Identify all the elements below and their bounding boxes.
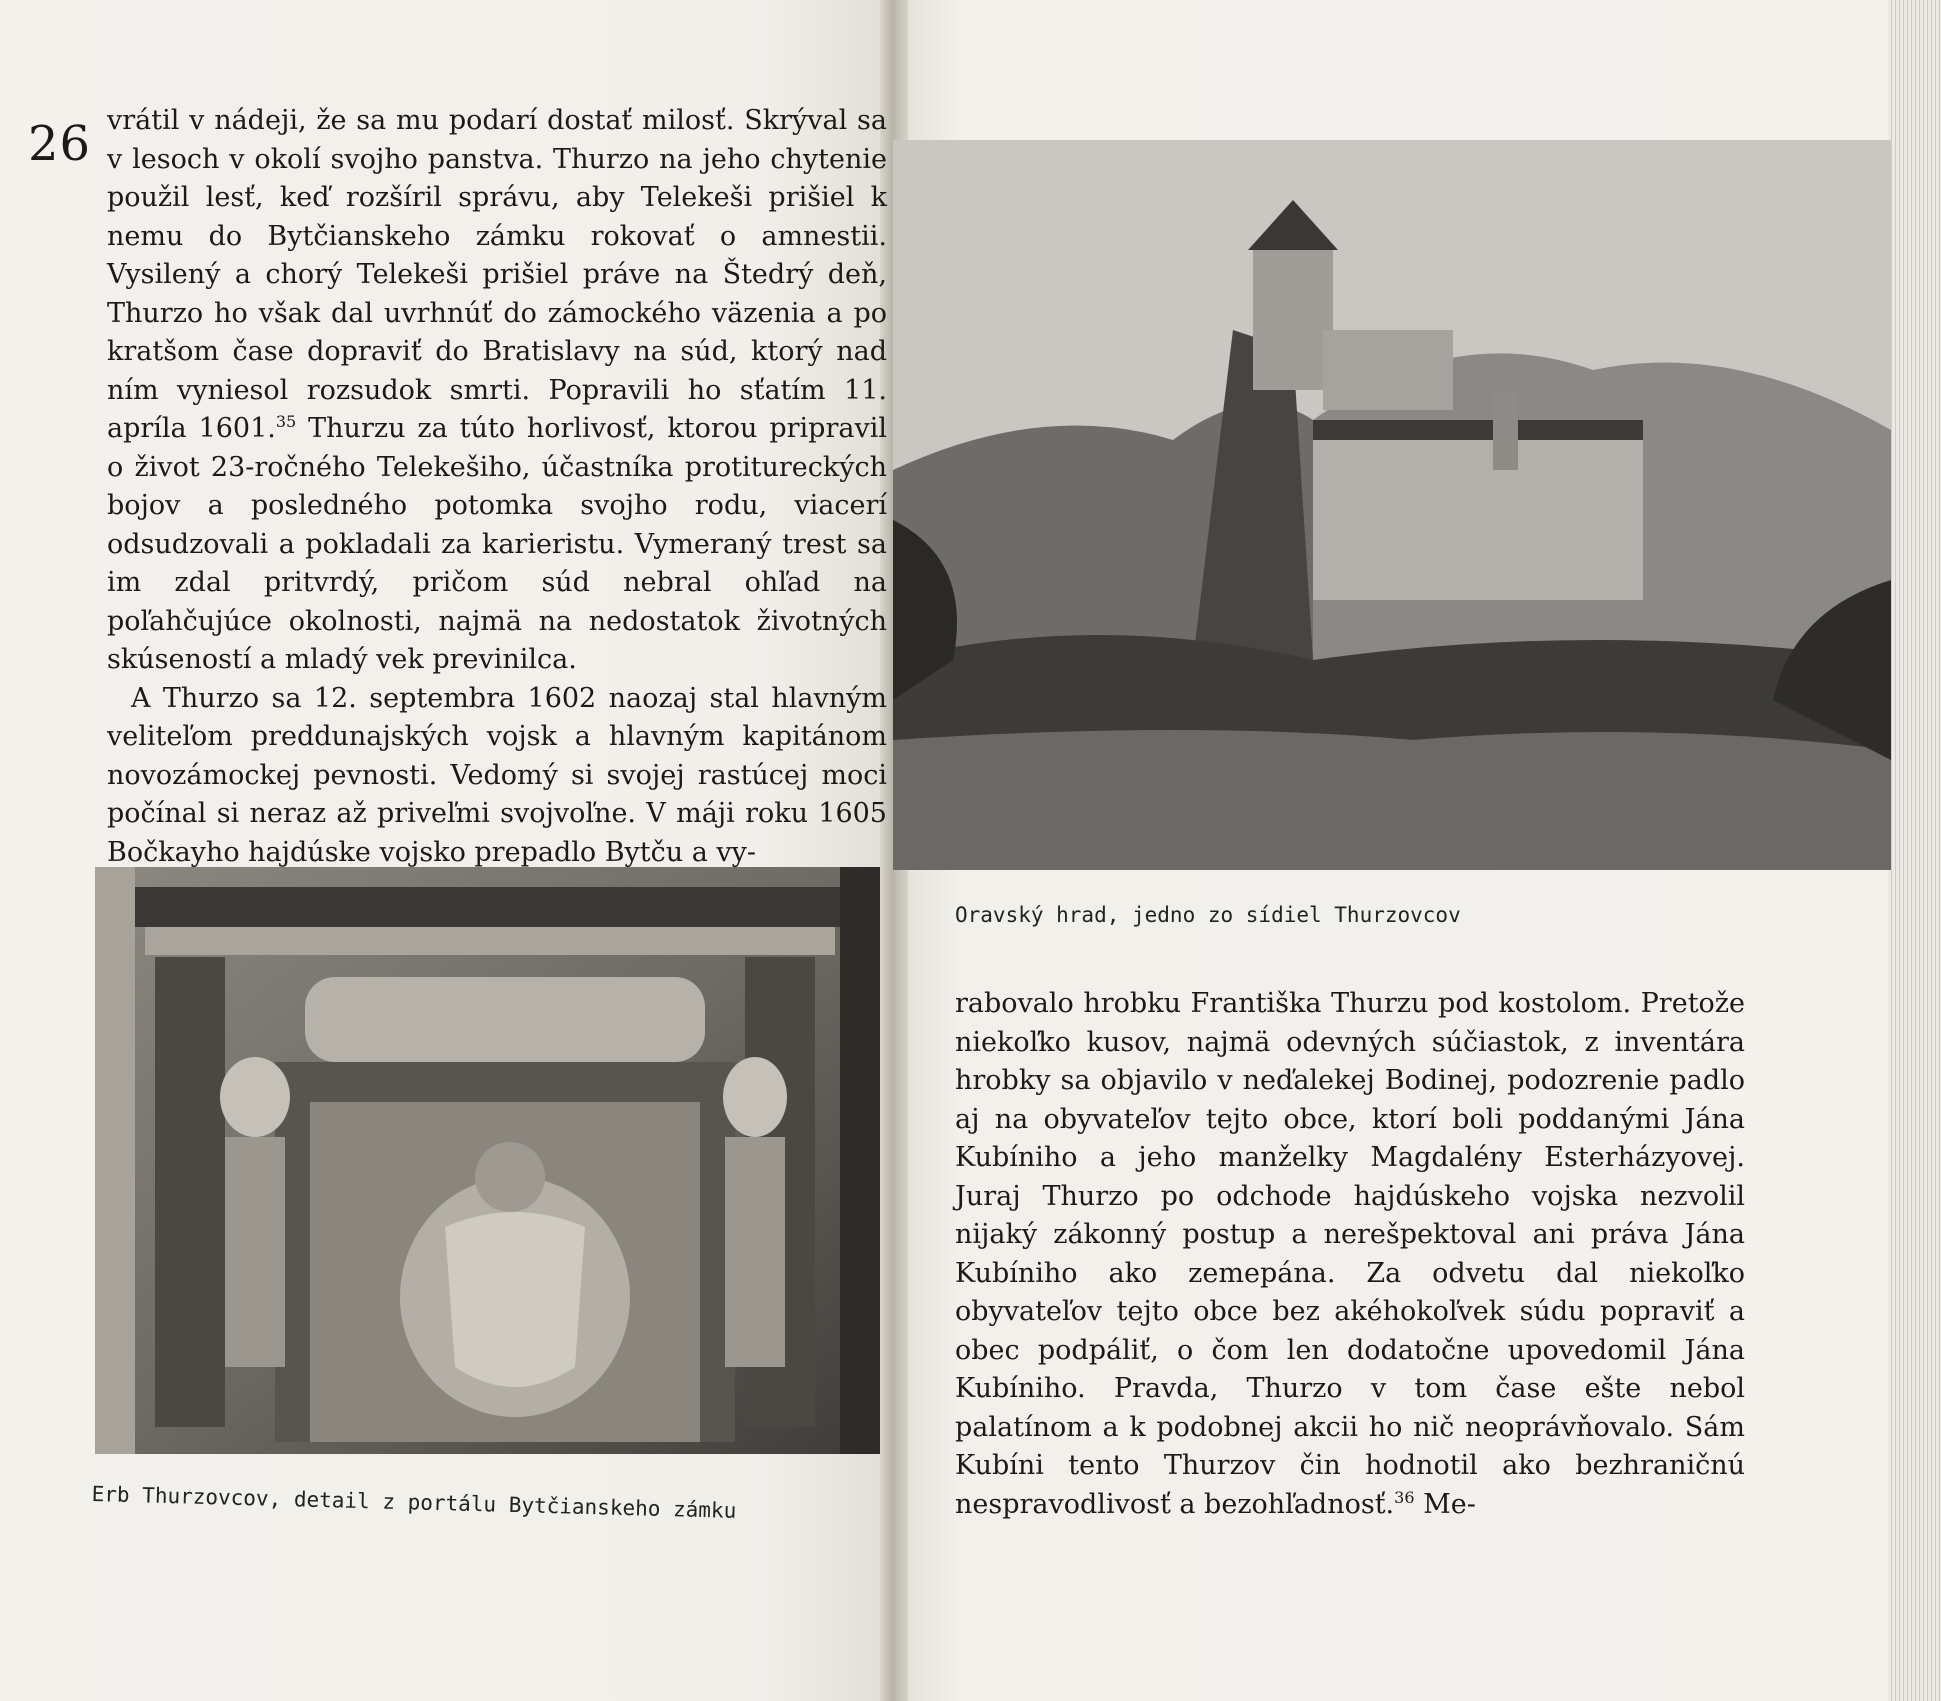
right-paragraph-body: rabovalo hrobku Františka Thurzu pod kostolom. Pretože niekoľko kusov, najmä odevných súčiastok, z inventára hrobky sa objavilo v neďalekej Bodinej, podozrenie padlo aj na obyvateľov tejto obce, ktorí boli poddanými Jána Kubíniho a jeho manželky Magdalény Esterházyovej. Juraj Thurzo po odchode hajdúskeho vojska nezvolil nijaký zákonný postup a nerešpektoval ani práva Jána Kubíniho ako zemepána. Za odvetu dal niekoľko obyvateľov tejto obce bez akéhokoľvek súdu popraviť a obec podpáliť, o čom len dodatočne upovedomil Jána Kubíniho. Pravda, Thurzo v tom čase ešte nebol palatínom a k podobnej akcii ho nič neoprávňovalo. Sám Kubíni tento Thurzov čin hodnotil ako bezhraničnú nespravodlivosť a bezohľadnosť. bbox=[955, 988, 1745, 1520]
footnote-ref-35: 35 bbox=[275, 412, 297, 431]
left-paragraph-2: A Thurzo sa 12. septembra 1602 naozaj stal hlavným veliteľom preddunajských vojsk a hlavným kapitánom novozámockej pevnosti. Vedomý si svojej rastúcej moci počínal si neraz až priveľmi svojvoľne. V máji roku 1605 Bočkayho hajdúske vojsko prepadlo Bytču a vy- bbox=[107, 682, 887, 868]
left-paragraph-1-tail: Thurzu za túto horlivosť, ktorou pripravil o život 23-ročného Telekešiho, účastníka protitureckých bojov a posledného potomka svojho rodu, viacerí odsudzovali a pokladali za karieristu. Vymeraný trest sa im zdal pritvrdý, pričom súd nebral ohľad na poľahčujúce okolnosti, najmä na nedostatok životných skúseností a mladý vek previnilca. bbox=[107, 413, 887, 675]
coat-of-arms-caption: Erb Thurzovcov, detail z portálu Bytčianskeho zámku bbox=[91, 1482, 737, 1523]
right-paragraph-tail: Me- bbox=[1414, 1488, 1476, 1520]
coat-of-arms-photo bbox=[95, 867, 880, 1454]
right-page-text bbox=[955, 985, 1745, 1524]
left-paragraph-1-head: vrátil v nádeji, že sa mu podarí dostať milosť. Skrýval sa v lesoch v okolí svojho panstva. Thurzo na jeho chytenie použil lesť, keď rozšíril správu, aby Telekeši prišiel k nemu do Bytčianskeho zámku rokovať o amnestii. Vysilený a chorý Telekeši prišiel práve na Štedrý deň, Thurzo ho však dal uvrhnúť do zámockého väzenia a po kratšom čase dopraviť do Bratislavy na súd, ktorý nad ním vyniesol rozsudok smrti. Popravili ho sťatím 11. apríla 1601. bbox=[107, 105, 887, 444]
footnote-ref-36: 36 bbox=[1394, 1487, 1415, 1507]
orava-castle-engraving bbox=[893, 140, 1891, 870]
right-paragraph bbox=[955, 985, 1745, 1524]
left-page-text bbox=[107, 102, 887, 872]
page-edges bbox=[1888, 0, 1941, 1701]
page-number: 26 bbox=[28, 116, 92, 172]
left-paragraph-1 bbox=[107, 102, 887, 680]
castle-caption: Oravský hrad, jedno zo sídiel Thurzovcov bbox=[955, 903, 1461, 927]
